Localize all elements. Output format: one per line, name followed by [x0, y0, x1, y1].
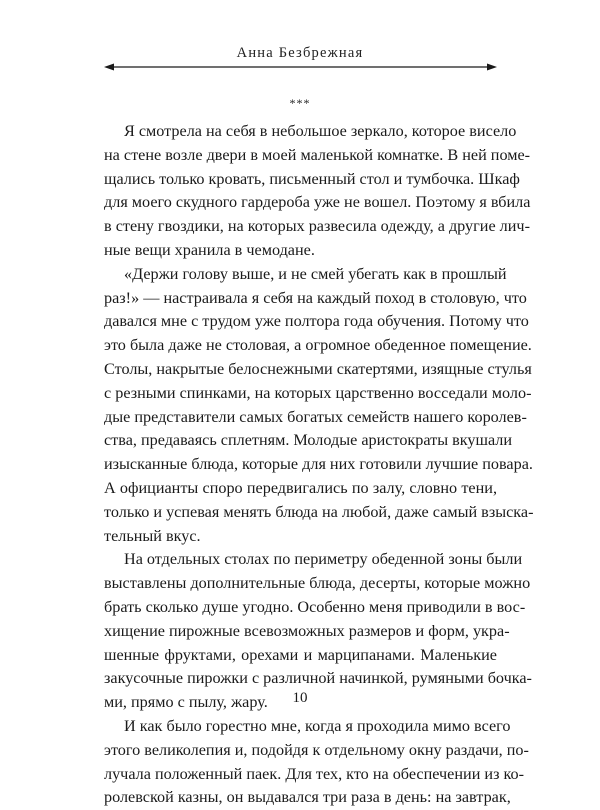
text-line: хищение пирожные всевозможных размеров и форм, укра- [104, 621, 510, 640]
header-rule-ornament [104, 62, 497, 72]
text-line: лучала положенный паек. Для тех, кто на обеспечении из ко- [104, 764, 525, 783]
text-line: ства, предаваясь сплетням. Молодые аристократы вкушали [104, 431, 513, 450]
running-head-author: Анна Безбрежная [236, 45, 364, 61]
text-line: это была даже не столовая, а огромное обеденное помещение. [104, 336, 532, 355]
text-line: для моего скудного гардероба уже не вошел. Поэтому я вбила [104, 193, 531, 212]
text-line: этого великолепия и, подойдя к отдельному окну раздачи, по- [104, 740, 529, 759]
text-line: раз!» — настраивала я себя на каждый поход в столовую, что [104, 288, 527, 307]
text-line: брать сколько душе угодно. Особенно меня приводили в вос- [104, 597, 526, 616]
text-line: закусочные пирожки с различной начинкой, румяными бочка- [104, 669, 532, 688]
text-line: ролевской казны, он выдавался три раза в день: на завтрак, [104, 788, 511, 807]
text-line: на стене возле двери в моей маленькой комнатке. В ней поме- [104, 145, 531, 164]
text-line: с резными спинками, на которых царственно восседали моло- [104, 383, 532, 402]
text-line: «Держи голову выше, и не смей убегать как в прошлый [124, 264, 507, 283]
text-line: Столы, накрытые белоснежными скатертями, изящные стулья [104, 359, 532, 378]
paragraph-1 [104, 120, 531, 263]
text-line: щались только кровать, письменный стол и тумбочка. Шкаф [104, 169, 520, 188]
text-line: И как было горестно мне, когда я проходила мимо всего [124, 716, 511, 735]
text-line: в стену гвоздики, на которых развесила одежду, а другие лич- [104, 217, 530, 236]
text-line: На отдельных столах по периметру обеденной зоны были [124, 550, 523, 569]
paragraph-4 [104, 715, 529, 810]
text-line: А официанты споро передвигались по залу, словно тени, [104, 478, 497, 497]
text-line: ми, прямо с пылу, жару. [104, 693, 268, 712]
text-line: дые представители самых богатых семейств нашего королев- [104, 407, 527, 426]
section-break: *** [289, 96, 311, 110]
text-line: шенные фруктами, орехами и марципанами. Маленькие [104, 645, 497, 664]
text-line: Я смотрела на себя в небольшое зеркало, которое висело [124, 122, 517, 140]
paragraph-2 [104, 263, 534, 549]
text-line: тельный вкус. [104, 526, 201, 545]
text-line: изысканные блюда, которые для них готовили лучшие повара. [104, 455, 533, 474]
text-line: ные вещи хранила в чемодане. [104, 240, 315, 259]
page-number: 10 [292, 690, 308, 706]
text-line: только и успевая менять блюда на любой, даже самый взыска- [104, 502, 534, 521]
text-line: выставлены дополнительные блюда, десерты, которые можно [104, 574, 531, 593]
text-line: давался мне с трудом уже полтора года обучения. Потому что [104, 312, 529, 331]
